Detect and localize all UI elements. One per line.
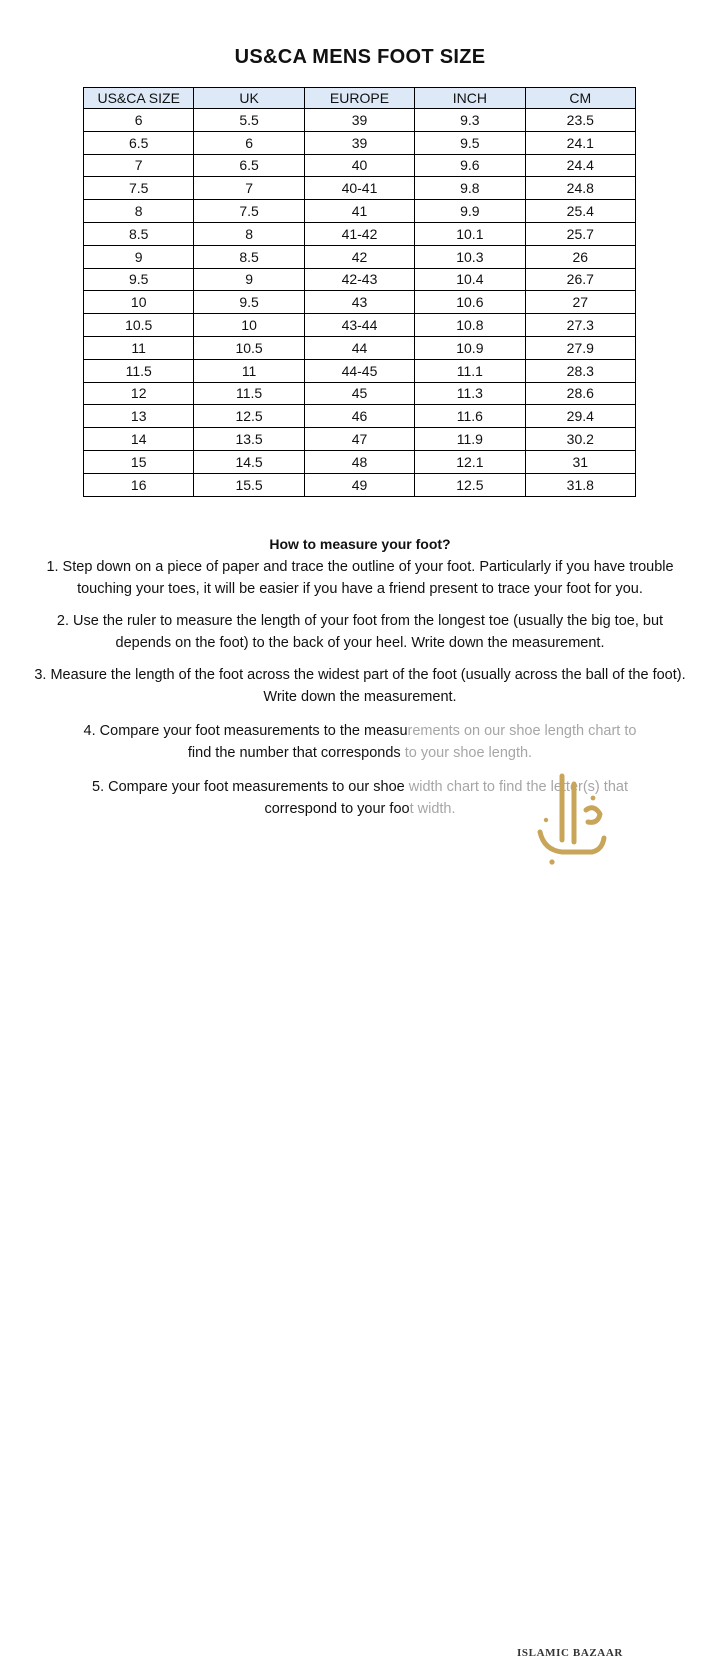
table-cell: 12.1 [415, 450, 525, 473]
table-cell: 39 [304, 109, 414, 132]
step-4-faded-text: rements on our shoe length chart to [407, 723, 637, 739]
table-cell: 28.3 [525, 359, 635, 382]
table-cell: 47 [304, 428, 414, 451]
table-cell: 11 [194, 359, 304, 382]
table-cell: 8 [194, 222, 304, 245]
table-cell: 46 [304, 405, 414, 428]
table-cell: 39 [304, 131, 414, 154]
step-4 [30, 720, 690, 764]
table-cell: 11.5 [84, 359, 194, 382]
table-cell: 27.3 [525, 314, 635, 337]
table-cell: 9.6 [415, 154, 525, 177]
table-cell: 44-45 [304, 359, 414, 382]
size-table [83, 87, 636, 497]
table-row [84, 200, 636, 223]
step-3: 3. Measure the length of the foot across the widest part of the foot (usually across the ball of the foot). Write down the measurement. [34, 667, 686, 705]
table-cell: 11.1 [415, 359, 525, 382]
table-cell: 48 [304, 450, 414, 473]
table-cell: 9 [194, 268, 304, 291]
table-cell: 12.5 [194, 405, 304, 428]
table-cell: 43 [304, 291, 414, 314]
table-cell: 11.6 [415, 405, 525, 428]
table-row [84, 222, 636, 245]
table-cell: 41 [304, 200, 414, 223]
table-cell: 12 [84, 382, 194, 405]
table-cell: 42-43 [304, 268, 414, 291]
table-cell: 9.5 [415, 131, 525, 154]
table-cell: 24.1 [525, 131, 635, 154]
table-cell: 10.5 [84, 314, 194, 337]
table-cell: 7.5 [84, 177, 194, 200]
table-cell: 10.8 [415, 314, 525, 337]
table-cell: 7.5 [194, 200, 304, 223]
table-row [84, 336, 636, 359]
step-2: 2. Use the ruler to measure the length of your foot from the longest toe (usually the big toe, but depends on the foot) to the back of your heel. Write down the measurement. [56, 613, 664, 651]
table-cell: 6.5 [84, 131, 194, 154]
table-row [84, 154, 636, 177]
instructions-heading: How to measure your foot? [269, 536, 451, 552]
table-body [84, 109, 636, 497]
table-cell: 9.5 [194, 291, 304, 314]
table-cell: 5.5 [194, 109, 304, 132]
table-cell: 6 [84, 109, 194, 132]
table-cell: 10.1 [415, 222, 525, 245]
table-cell: 15 [84, 450, 194, 473]
table-cell: 9.5 [84, 268, 194, 291]
step-4-text: find the number that corresponds [187, 745, 401, 761]
table-cell: 10 [84, 291, 194, 314]
page-title: US&CA MENS FOOT SIZE [234, 46, 486, 68]
islamic-bazaar-logo [500, 770, 640, 1659]
table-cell: 31 [525, 450, 635, 473]
table-cell: 25.7 [525, 222, 635, 245]
table-cell: 7 [194, 177, 304, 200]
table-cell: 10.4 [415, 268, 525, 291]
column-header: US&CA SIZE [84, 88, 194, 109]
table-cell: 41-42 [304, 222, 414, 245]
table-cell: 11.5 [194, 382, 304, 405]
column-header: CM [525, 88, 635, 109]
table-row [84, 405, 636, 428]
table-row [84, 109, 636, 132]
table-row [84, 473, 636, 496]
table-cell: 30.2 [525, 428, 635, 451]
table-cell: 11.3 [415, 382, 525, 405]
table-cell: 8.5 [194, 245, 304, 268]
table-cell: 11.9 [415, 428, 525, 451]
table-cell: 26.7 [525, 268, 635, 291]
table-cell: 27 [525, 291, 635, 314]
table-cell: 10.9 [415, 336, 525, 359]
step-5-faded-text: t width. [409, 801, 456, 817]
table-cell: 45 [304, 382, 414, 405]
table-cell: 29.4 [525, 405, 635, 428]
table-cell: 31.8 [525, 473, 635, 496]
table-cell: 49 [304, 473, 414, 496]
table-row [84, 177, 636, 200]
table-cell: 9.8 [415, 177, 525, 200]
column-header: UK [194, 88, 304, 109]
table-row [84, 268, 636, 291]
table-row [84, 245, 636, 268]
table-cell: 26 [525, 245, 635, 268]
table-cell: 40-41 [304, 177, 414, 200]
table-cell: 14 [84, 428, 194, 451]
step-5-text: correspond to your foo [264, 801, 410, 817]
table-cell: 27.9 [525, 336, 635, 359]
table-cell: 11 [84, 336, 194, 359]
table-header-row [84, 88, 636, 109]
table-cell: 28.6 [525, 382, 635, 405]
table-cell: 10.3 [415, 245, 525, 268]
table-cell: 40 [304, 154, 414, 177]
column-header: INCH [415, 88, 525, 109]
table-cell: 42 [304, 245, 414, 268]
table-row [84, 382, 636, 405]
step-1: 1. Step down on a piece of paper and trace the outline of your foot. Particularly if you have trouble touching your toes, it will be easier if you have a friend present to trace your foot for you. [46, 559, 674, 597]
table-cell: 14.5 [194, 450, 304, 473]
table-cell: 13 [84, 405, 194, 428]
table-cell: 24.4 [525, 154, 635, 177]
table-cell: 10.6 [415, 291, 525, 314]
table-cell: 25.4 [525, 200, 635, 223]
step-4-text: 4. Compare your foot measurements to the measu [83, 723, 408, 739]
step-4-faded-text: to your shoe length. [400, 745, 533, 761]
table-row [84, 314, 636, 337]
table-cell: 13.5 [194, 428, 304, 451]
column-header: EUROPE [304, 88, 414, 109]
table-cell: 24.8 [525, 177, 635, 200]
table-cell: 10.5 [194, 336, 304, 359]
table-cell: 7 [84, 154, 194, 177]
table-cell: 16 [84, 473, 194, 496]
table-cell: 43-44 [304, 314, 414, 337]
table-cell: 9 [84, 245, 194, 268]
table-cell: 6 [194, 131, 304, 154]
table-cell: 8.5 [84, 222, 194, 245]
table-cell: 12.5 [415, 473, 525, 496]
table-cell: 6.5 [194, 154, 304, 177]
table-row [84, 428, 636, 451]
step-5-text: 5. Compare your foot measurements to our shoe [92, 779, 405, 795]
table-cell: 44 [304, 336, 414, 359]
table-cell: 9.3 [415, 109, 525, 132]
logo-name: ISLAMIC BAZAAR [517, 1647, 623, 1659]
calligraphy-logo-icon [500, 770, 640, 870]
table-row [84, 359, 636, 382]
table-cell: 9.9 [415, 200, 525, 223]
table-row [84, 291, 636, 314]
step-5-faded-text: width chart to find the letter(s) that [404, 779, 628, 795]
table-cell: 8 [84, 200, 194, 223]
table-row [84, 450, 636, 473]
table-cell: 15.5 [194, 473, 304, 496]
table-cell: 23.5 [525, 109, 635, 132]
table-cell: 10 [194, 314, 304, 337]
table-row [84, 131, 636, 154]
